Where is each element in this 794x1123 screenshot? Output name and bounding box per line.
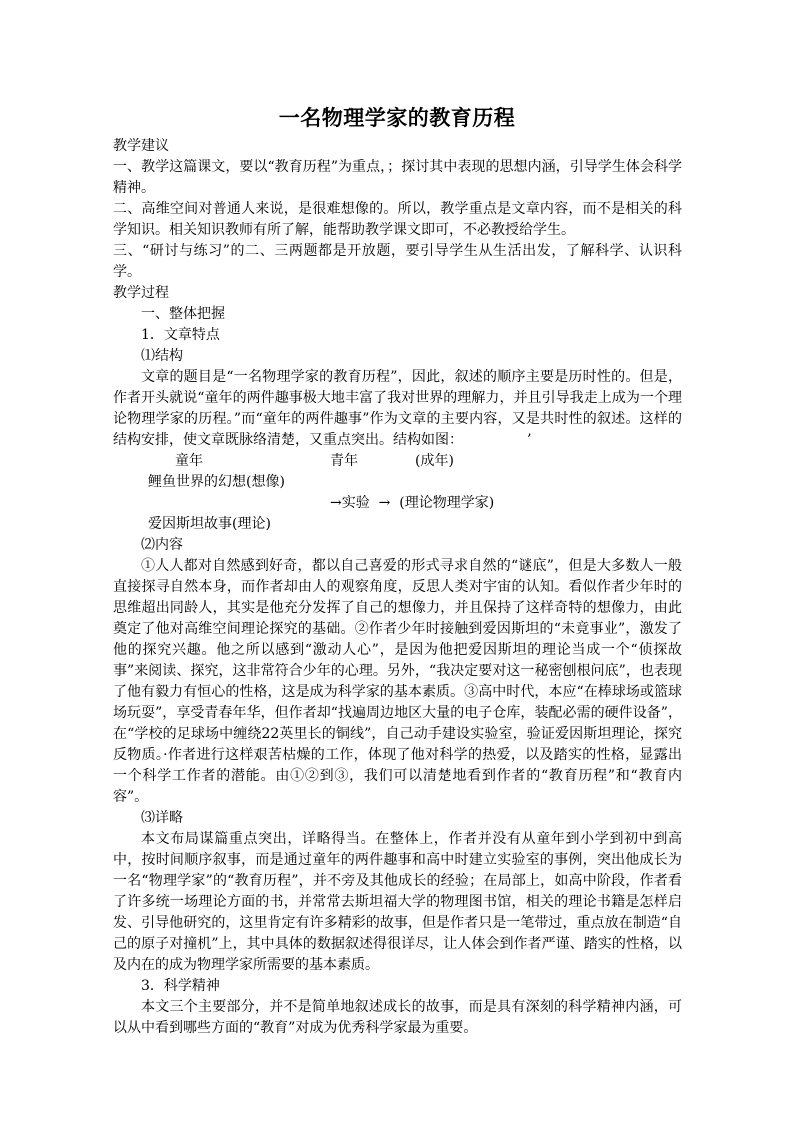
features-heading: 1．文章特点 [141,327,220,343]
diagram-childhood: 童年 [175,453,203,469]
detail-paragraph: 本文布局谋篇重点突出，详略得当。在整体上，作者并没有从童年到小学到初中到高中，按时间顺序叙事，而是通过童年的两件趣事和高中时建立实验室的事例，突出他成长为一名“物理学家”的“教育历程”，并不旁及其他成长的经验；在局部上，如高中阶段，作者看了许多统一场理论方面的书，并常常去斯坦福大学的物理图书馆，相关的理论书籍是怎样启发、引导他研究的，这里肯定有许多精彩的故事，但是作者只是一笔带过，重点放在制造“自己的原子对撞机”上，其中具体的数据叙述得很详尽，让人体会到作者严谨、踏实的性格，以及内在的成为物理学家所需要的基本素质。 [113,831,682,973]
diagram-einstein: 爱因斯坦故事(理论) [148,516,271,532]
diagram-experiment: →实验 → (理论物理学家) [330,495,495,511]
structure-text: 文章的题目是“一名物理学家的教育历程”，因此，叙述的顺序主要是历时性的。但是，作者开头就说“童年的两件趣事极大地丰富了我对世界的理解力，并且引导我走上成为一个理论物理学家的历程。”而“童年的两件趣事”作为文章的主要内容，又是共时性的叙述。这样的结构安排，使文章既脉络清楚，又重点突出。结构如图： [113,369,682,448]
suggestion-item-1: 一、教学这篇课文，要以“教育历程”为重点，；探讨其中表现的思想内涵，引导学生体会科学精神。 [113,159,682,196]
suggestion-item-3: 三、“研讨与练习”的二、三两题都是开放题，要引导学生从生活出发，了解科学、认识科学。 [113,243,682,280]
teaching-suggestions-heading: 教学建议 [113,138,169,154]
science-spirit-heading: 3．科学精神 [141,978,220,994]
overview-heading: 一、整体把握 [141,306,225,322]
stray-mark: ’ [527,432,532,448]
structure-heading: ⑴结构 [141,348,183,364]
teaching-process-heading: 教学过程 [113,285,169,301]
science-spirit-paragraph: 本文三个主要部分，并不是简单地叙述成长的故事，而是具有深刻的科学精神内涵，可以从中看到哪些方面的“教育”对成为优秀科学家最为重要。 [113,999,682,1036]
structure-diagram [113,451,682,535]
structure-paragraph [113,367,682,451]
content-heading: ⑵内容 [141,537,183,553]
page-title: 一名物理学家的教育历程 [278,105,516,130]
document-body [113,136,682,1039]
suggestion-item-2: 二、高维空间对普通人来说，是很难想像的。所以，教学重点是文章内容，而不是相关的科学知识。相关知识教师有所了解，能帮助教学课文即可，不必教授给学生。 [113,201,682,238]
diagram-fantasy: 鲤鱼世界的幻想(想像) [148,474,285,490]
detail-heading: ⑶详略 [141,810,183,826]
content-paragraph: ①人人都对自然感到好奇，都以自己喜爱的形式寻求自然的“谜底”，但是大多数人一般直接探寻自然本身，而作者却由人的观察角度，反思人类对宇宙的认知。看似作者少年时的思维超出同龄人，其实是他充分发挥了自己的想像力，并且保持了这样奇特的想像力，由此奠定了他对高维空间理论探究的基础。②作者少年时接触到爱因斯坦的“未竟事业”，激发了他的探究兴趣。他之所以感到“激动人心”，是因为他把爱因斯坦的理论当成一个“侦探故事”来阅读、探究，这非常符合少年的心理。另外，“我决定要对这一秘密刨根问底”，也表现了他有毅力有恒心的性格，这是成为科学家的基本素质。③高中时代，本应“在棒球场或篮球场玩耍”，享受青春年华，但作者却“找遍周边地区大量的电子仓库，装配必需的硬件设备”，在“学校的足球场中缠绕22英里长的铜线”，自己动手建设实验室，验证爱因斯坦理论，探究反物质。·作者进行这样艰苦枯燥的工作，体现了他对科学的热爱，以及踏实的性格，显露出一个科学工作者的潜能。由①②到③，我们可以清楚地看到作者的“教育历程”和“教育内容”。 [113,558,682,805]
diagram-adulthood: (成年) [415,453,454,469]
diagram-youth: 青年 [330,453,358,469]
